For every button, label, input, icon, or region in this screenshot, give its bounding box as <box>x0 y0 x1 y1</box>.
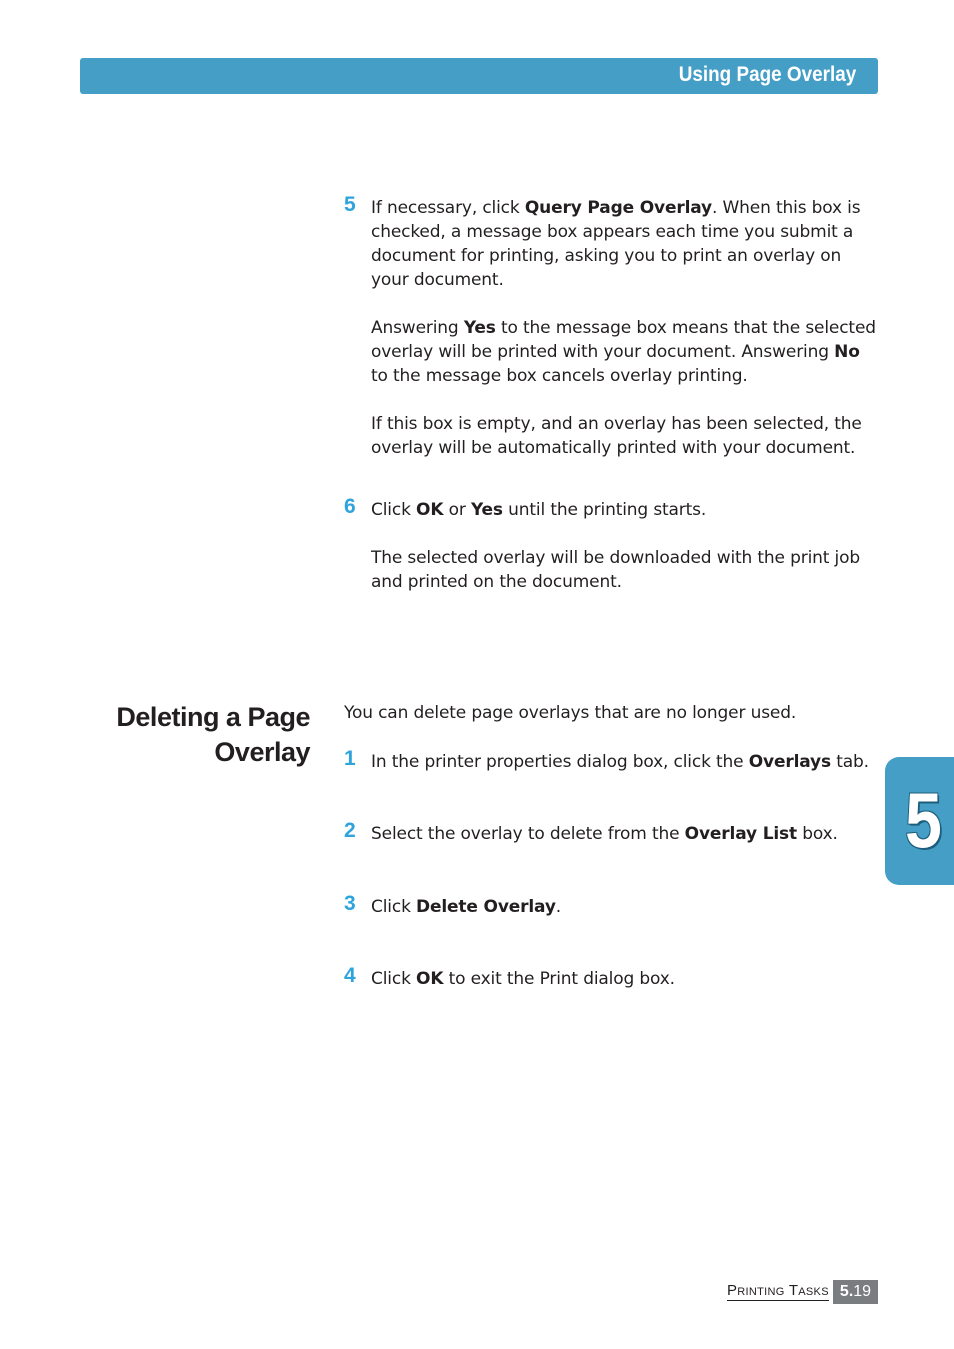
step-6-paragraph-2: The selected overlay will be downloaded with the print job and printed on the document. <box>371 548 861 592</box>
step-6-paragraph-1: Click OK or Yes until the printing starts. <box>371 500 707 520</box>
delete-step-4-text: Click OK to exit the Print dialog box. <box>371 969 675 989</box>
header-bar <box>80 58 878 94</box>
bold-term: Yes <box>463 318 496 338</box>
delete-step-1-text: In the printer properties dialog box, click the Overlays tab. <box>371 752 869 772</box>
section-heading-line: Overlay <box>214 737 310 767</box>
bold-term: Overlays <box>748 752 831 772</box>
step-number: 5 <box>344 193 356 216</box>
step-5-paragraph-3: If this box is empty, and an overlay has been selected, the overlay will be automatically printed with your document. <box>371 414 862 458</box>
step-number: 2 <box>344 819 356 842</box>
bold-term: Overlay List <box>684 824 797 844</box>
step-5-paragraph-2: Answering Yes to the message box means that the selected overlay will be printed with your document. Answering No to the message box cancels overlay printing. <box>371 318 876 386</box>
delete-step-3-text: Click Delete Overlay. <box>371 897 562 917</box>
step-number: 3 <box>344 892 356 915</box>
bold-term: OK <box>416 969 444 989</box>
step-5-paragraph-1: If necessary, click Query Page Overlay. When this box is checked, a message box appears each time you submit a document for printing, asking you to print an overlay on your document. <box>371 198 861 290</box>
bold-term: No <box>834 342 860 362</box>
section-heading-line: Deleting a Page <box>116 702 310 732</box>
step-number: 1 <box>344 747 356 770</box>
step-number: 6 <box>344 495 356 518</box>
chapter-tab <box>885 757 954 885</box>
bold-term: Query Page Overlay <box>524 198 712 218</box>
footer-section-label: Printing Tasks <box>727 1282 829 1299</box>
step-number: 4 <box>344 964 356 987</box>
chapter-number: 5 <box>905 776 942 864</box>
header-title: Using Page Overlay <box>678 63 856 86</box>
section-intro: You can delete page overlays that are no longer used. <box>344 703 797 723</box>
bold-term: Yes <box>470 500 503 520</box>
delete-step-2-text: Select the overlay to delete from the Overlay List box. <box>371 824 838 844</box>
page-chapter: 5. <box>839 1283 854 1300</box>
bold-term: OK <box>416 500 444 520</box>
page-number-badge <box>833 1280 878 1304</box>
section-heading <box>100 700 310 770</box>
page-number: 19 <box>853 1283 872 1300</box>
bold-term: Delete Overlay <box>416 897 556 917</box>
